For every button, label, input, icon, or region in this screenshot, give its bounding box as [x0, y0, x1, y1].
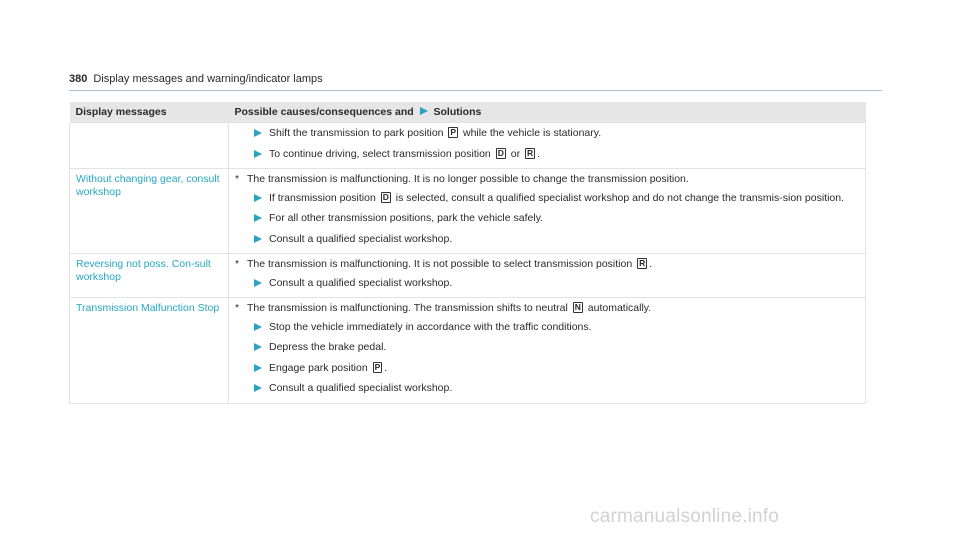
arrow-right-icon	[254, 323, 262, 331]
step-text: Stop the vehicle immediately in accordance with the traffic conditions.	[269, 320, 592, 333]
step-text: .	[384, 361, 388, 374]
solution-step	[235, 321, 859, 334]
causes-solutions-cell	[229, 169, 866, 254]
column-header-causes	[229, 102, 866, 123]
step-text: If transmission position	[269, 191, 379, 204]
cause-sentence-end: .	[649, 258, 653, 270]
arrow-right-icon	[254, 150, 262, 158]
table-row	[70, 169, 866, 254]
arrow-right-icon	[254, 194, 262, 202]
column-header-causes-label: Possible causes/consequences and	[234, 106, 414, 118]
asterisk-icon: *	[235, 258, 240, 270]
step-text: Engage park position	[269, 361, 371, 374]
table-header-row	[70, 102, 866, 123]
cause-text	[235, 258, 859, 271]
cause-sentence: The transmission is malfunctioning. The transmission shifts to neutral	[247, 302, 571, 314]
causes-solutions-cell	[229, 254, 866, 298]
step-text: .	[537, 147, 541, 160]
cause-text	[235, 302, 859, 315]
gear-position-symbol: D	[497, 147, 504, 158]
watermark: carmanualsonline.info	[590, 506, 780, 527]
arrow-right-icon	[254, 364, 262, 372]
step-text: Consult a qualified specialist workshop.	[269, 276, 453, 289]
column-header-messages: Display messages	[70, 102, 229, 123]
table-row	[70, 298, 866, 404]
gear-position-symbol: R	[639, 258, 646, 268]
column-header-solutions-label: Solutions	[433, 106, 482, 118]
solution-step	[235, 192, 859, 205]
gear-position-symbol: P	[374, 361, 381, 372]
cause-text	[235, 173, 859, 186]
messages-table	[69, 102, 866, 404]
gear-position-symbol: R	[527, 147, 534, 158]
step-text: is selected, consult a qualified specialist workshop and do not change the transmis-sion position.	[392, 191, 845, 204]
step-text: Consult a qualified specialist workshop.	[269, 382, 453, 394]
cause-sentence: The transmission is malfunctioning. It is no longer possible to change the transmission position.	[247, 173, 689, 185]
display-message: Without changing gear, consult workshop	[70, 169, 229, 254]
gear-position-symbol: P	[450, 127, 457, 137]
step-text: while the vehicle is stationary.	[460, 127, 602, 139]
page-header	[69, 72, 882, 91]
display-message: Transmission Malfunction Stop	[70, 298, 229, 404]
arrow-right-icon	[254, 384, 262, 392]
table-row	[70, 123, 866, 169]
asterisk-icon: *	[235, 302, 240, 314]
page-number: 380	[69, 73, 88, 85]
display-message	[70, 123, 229, 169]
solution-step	[235, 277, 859, 290]
cause-sentence: The transmission is malfunctioning. It is not possible to select transmission position	[247, 258, 636, 270]
solution-step	[235, 341, 859, 354]
arrow-right-icon	[254, 235, 262, 243]
display-message: Reversing not poss. Con-sult workshop	[70, 254, 229, 298]
gear-position-symbol: D	[382, 191, 389, 202]
arrow-right-icon	[254, 129, 262, 137]
solution-step	[235, 148, 859, 161]
solution-step	[235, 233, 859, 246]
solution-step	[235, 127, 859, 140]
step-text: Consult a qualified specialist workshop.	[269, 232, 453, 245]
solution-step	[235, 362, 859, 375]
causes-solutions-cell	[229, 298, 866, 404]
step-text: Depress the brake pedal.	[269, 341, 387, 353]
gear-position-symbol: N	[574, 302, 581, 312]
solution-step	[235, 212, 859, 225]
arrow-right-icon	[420, 107, 428, 115]
page-title: Display messages and warning/indicator lamps	[93, 73, 323, 85]
arrow-right-icon	[254, 214, 262, 222]
cause-sentence-end: automatically.	[584, 302, 652, 314]
arrow-right-icon	[254, 343, 262, 351]
step-text: or	[507, 147, 524, 160]
asterisk-icon: *	[235, 173, 240, 185]
step-text: Shift the transmission to park position	[269, 127, 447, 139]
step-text: To continue driving, select transmission position	[269, 147, 494, 160]
solution-step	[235, 382, 859, 395]
table-row	[70, 254, 866, 298]
causes-solutions-cell	[229, 123, 866, 169]
arrow-right-icon	[254, 279, 262, 287]
step-text: For all other transmission positions, park the vehicle safely.	[269, 212, 544, 224]
